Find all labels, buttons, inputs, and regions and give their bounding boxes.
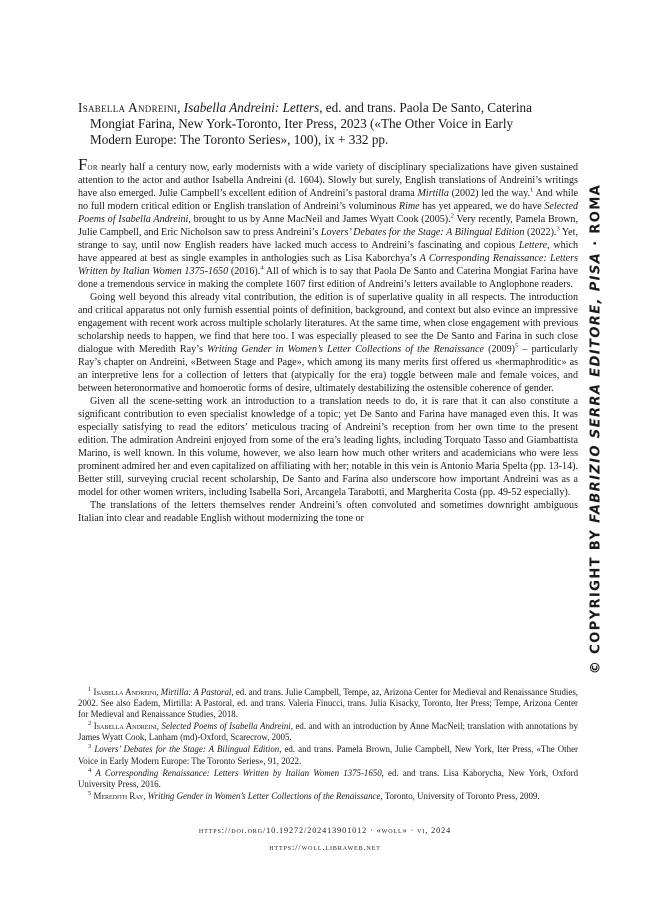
review-body <box>78 155 579 525</box>
footnote-1: $^1$ Isabella Andreini, Mirtilla: A Pastoral, ed. and trans. Julie Campbell, Tempe, az, Arizona Center for Medieval and Renaissance Studies, 2002. See also Eadem, Mirtilla: A Pastoral, ed. and trans. Valeria Finucci, trans. Julia Kisacky, Toronto, Iter Press; Tempe, Arizona Center for Medieval and Renaissance Studies, 2018. <box>78 686 578 720</box>
paragraph-2: Going well beyond this already vital contribution, the edition is of superlative quality in all respects. The introduction and critical apparatus not only furnish essential points of definition, background, and context but also evince an impressive engagement with recent work across multiple scholarly literatures. At the same time, when close engagement with previous scholarship needs to happen, we find that here too. I was especially pleased to see the De Santo and Farina in such close dialogue with Meredith Ray’s Writing Gender in Women’s Letter Collections of the Renaissance $(2009)^5$ – particularly Ray’s chapter on Andreini, «Between Stage and Page», which among its many merits first offered us «hermaphroditic» as an interpretive lens for a collection of letters that (atypically for the era) toggle between male and female voices, and between heteronormative and homoerotic forms of desire, ultimately destabilizing the ostensible coherence of gender. <box>78 292 578 394</box>
paragraph-1: For nearly half a century now, early modernists with a wide variety of disciplinary specializations have given sustained attention to the actor and author Isabella Andreini (d. 1604). Slowly but surely, English translations of Andreini’s writings have also emerged. Julie Campbell’s excellent edition of Andreini’s pastoral drama Mirtilla (2002) led the way.$^1$ And while no full modern critical edition or English translation of Andreini’s voluminous Rime has yet appeared, we do have Selected Poems of Isabella Andreini, brought to us by Anne MacNeil and James Wyatt Cook (2005).$^2$ Very recently, Pamela Brown, Julie Campbell, and Eric Nicholson saw to press Andreini’s Lovers’ Debates for the Stage: A Bilingual Edition (2022).$^3$ Yet, strange to say, until now English readers have lacked much access to Andreini’s fascinating and copious Lettere, which have appeared at best as single examples in anthologies such as Lisa Kaborchya’s A Corresponding Renaissance: Letters Written by Italian Women 1375-1650 (2016).$^4$ All of which is to say that Paola De Santo and Caterina Mongiat Farina have done a tremendous service in making the complete 1607 first edition of Andreini’s letters available to Anglophone readers. <box>78 155 579 290</box>
copyright-notice: © COPYRIGHT BY FABRIZIO SERRA EDITORE, PISA · ROMA <box>588 183 604 675</box>
footnote-3: $^3$ Lovers’ Debates for the Stage: A Bilingual Edition, ed. and trans. Pamela Brown, Julie Campbell, New York, Iter Press, «The Other Voice in Early Modern Europe: The Toronto Series», 91, 2022. <box>78 743 578 766</box>
footnote-4: $^4$ A Corresponding Renaissance: Letters Written by Italian Women 1375-1650, ed. and trans. Lisa Kaborycha, New York, Oxford University Press, 2016. <box>78 766 579 789</box>
review-heading: Isabella Andreini, Isabella Andreini: Letters, ed. and trans. Paola De Santo, Caterina Mongiat Farina, New York-Toronto, Iter Press, 2023 («The Other Voice in Early Modern Europe: The Toronto Series», 100), ix + 332 pp. <box>78 100 578 148</box>
paragraph-3: Given all the scene-setting work an introduction to a translation needs to do, it is rare that it can also constitute a significant contribution to even specialist knowledge of a topic; yet De Santo and Farina have managed even this. It was especially satisfying to read the editors’ meticulous tracing of Andreini’s reception from her own time to the present edition. The admiration Andreini enjoyed from some of the era’s leading lights, including Torquato Tasso and Giambattista Marino, is well known. In this volume, however, we also learn how much other writers and academicians who were less prominent admired her and even capitalized on affiliating with her; notable in this vein is Antonio Maria Spelta (pp. 13-14). Better still, surveying crucial recent scholarship, De Santo and Farina also underscore how important Andreini was as a model for other women writers, including Isabella Sori, Arcangela Tarabotti, and Margherita Costa (pp. 49-52 especially). <box>78 396 578 498</box>
heading-line-3: Modern Europe: The Toronto Series», 100), ix + 332 pp. <box>90 132 389 147</box>
footnote-ref-4[interactable]: 4 <box>260 264 264 272</box>
footnote-ref-5[interactable]: 5 <box>515 342 519 350</box>
journal-url[interactable]: https://woll.libraweb.net <box>269 843 381 852</box>
doi-line[interactable]: https://doi.org/10.19272/202413901012 · «woll» · vi, 2024 <box>198 826 452 835</box>
heading-line-1: , ed. and trans. Paola De Santo, Caterina <box>319 100 532 115</box>
reviewed-author: Isabella Andreini <box>78 100 178 115</box>
footnote-ref-1[interactable]: 1 <box>530 186 534 194</box>
footnote-ref-3[interactable]: 3 <box>556 225 560 233</box>
heading-line-2: Mongiat Farina, New York-Toronto, Iter Press, 2023 («The Other Voice in Early <box>90 116 514 131</box>
footnote-ref-2[interactable]: 2 <box>450 212 454 220</box>
footnote-2: $^2$ Isabella Andreini, Selected Poems of Isabella Andreini, ed. and with an introduction by Anne MacNeil; translation with annotations by James Wyatt Cook, Lanham (md)-Oxford, Scarecrow, 2005. <box>78 720 578 743</box>
footnote-5: $^5$ Meredith Ray, Writing Gender in Women’s Letter Collections of the Renaissance, Toronto, University of Toronto Press, 2009. <box>88 789 540 801</box>
first-word: or <box>87 162 98 173</box>
paragraph-4: The translations of the letters themselves render Andreini’s often convoluted and sometimes downright ambiguous Italian into clear and readable English without modernizing the tone or <box>78 500 578 524</box>
reviewed-title: Isabella Andreini: Letters <box>183 100 320 115</box>
footnotes <box>78 687 578 803</box>
drop-cap: F <box>78 155 88 174</box>
